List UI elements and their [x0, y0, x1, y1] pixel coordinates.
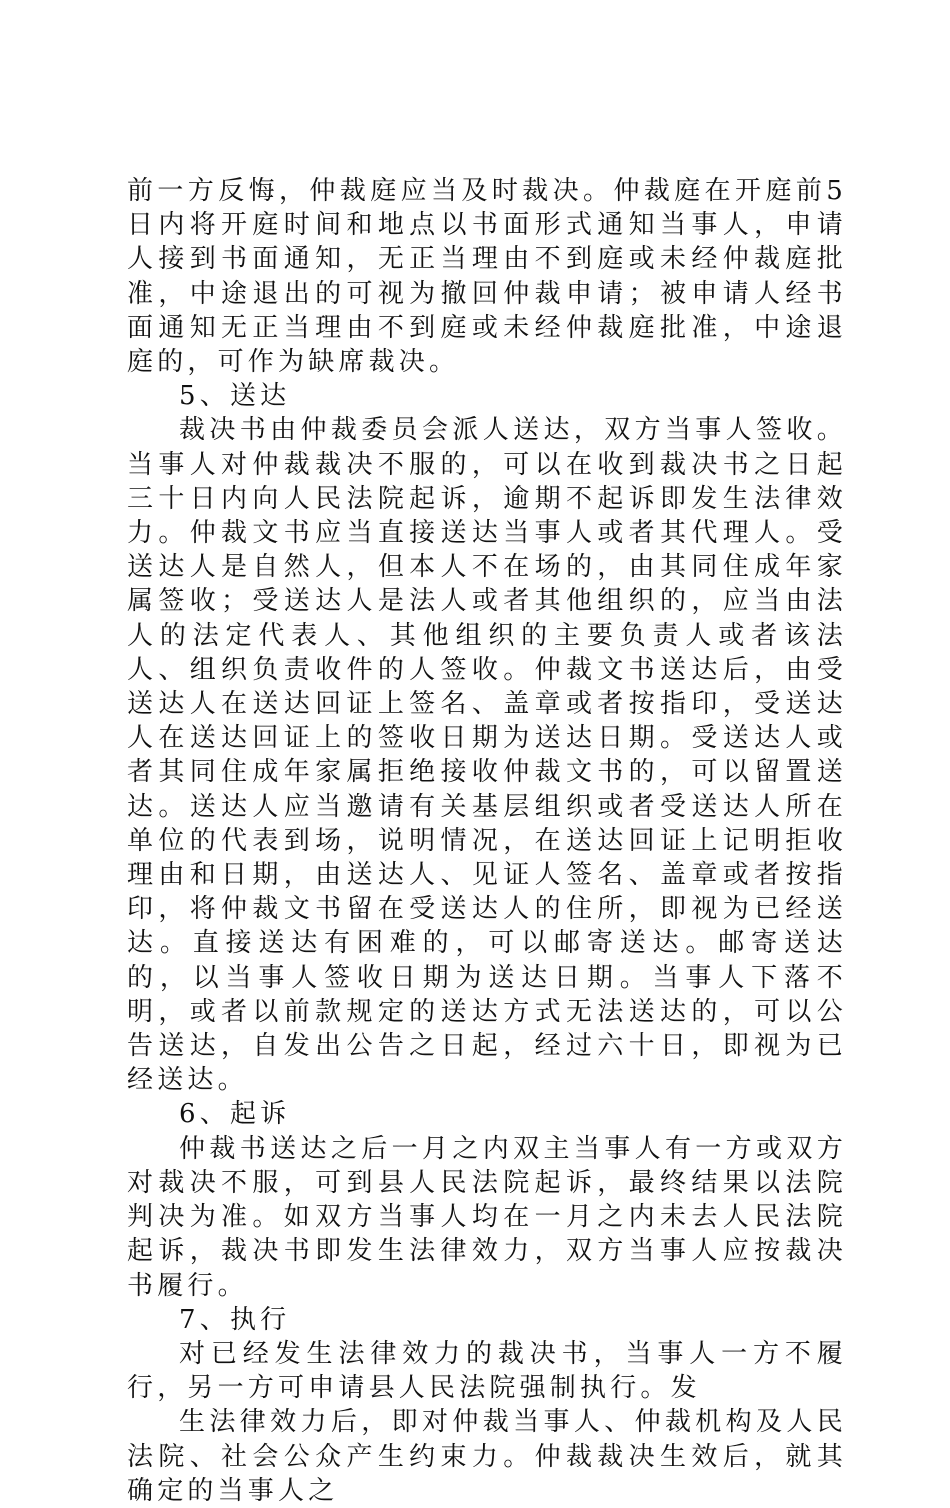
paragraph-lawsuit: 仲裁书送达之后一月之内双主当事人有一方或双方对裁决不服，可到县人民法院起诉，最终结果以法院判决为准。如双方当事人均在一月之内未去人民法院起诉，裁决书即发生法律效力，双方当事人应按裁决书履行。 [127, 1133, 847, 1301]
section-heading-execution: 7、执行 [179, 1304, 291, 1335]
paragraph-execution: 对已经发生法律效力的裁决书，当事人一方不履行，另一方可申请县人民法院强制执行。发 [127, 1338, 847, 1404]
paragraph-delivery: 裁决书由仲裁委员会派人送达，双方当事人签收。当事人对仲裁裁决不服的，可以在收到裁决书之日起三十日内向人民法院起诉，逾期不起诉即发生法律效力。仲裁文书应当直接送达当事人或者其代理人。受送达人是自然人，但本人不在场的，由其同住成年家属签收；受送达人是法人或者其他组织的，应当由法人的法定代表人、其他组织的主要负责人或者该法人、组织负责收件的人签收。仲裁文书送达后，由受送达人在送达回证上签名、盖章或者按指印，受送达人在送达回证上的签收日期为送达日期。受送达人或者其同住成年家属拒绝接收仲裁文书的，可以留置送达。送达人应当邀请有关基层组织或者受送达人所在单位的代表到场，说明情况，在送达回证上记明拒收理由和日期，由送达人、见证人签名、盖章或者按指印，将仲裁文书留在受送达人的住所，即视为已经送达。直接送达有困难的，可以邮寄送达。邮寄送达的，以当事人签收日期为送达日期。当事人下落不明，或者以前款规定的送达方式无法送达的，可以公告送达，自发出公告之日起，经过六十日，即视为已经送达。 [127, 415, 847, 1096]
document-body [127, 174, 847, 1508]
paragraph-hearing-notice: 前一方反悔，仲裁庭应当及时裁决。仲裁庭在开庭前5日内将开庭时间和地点以书面形式通知当事人，申请人接到书面通知，无正当理由不到庭或未经仲裁庭批准，中途退出的可视为撤回仲裁申请；被申请人经书面通知无正当理由不到庭或未经仲裁庭批准，中途退庭的，可作为缺席裁决。 [127, 176, 847, 378]
section-heading-delivery: 5、送达 [179, 381, 291, 412]
section-heading-lawsuit: 6、起诉 [179, 1099, 291, 1130]
paragraph-effect: 生法律效力后，即对仲裁当事人、仲裁机构及人民法院、社会公众产生约束力。仲裁裁决生效后，就其确定的当事人之 [127, 1407, 847, 1506]
